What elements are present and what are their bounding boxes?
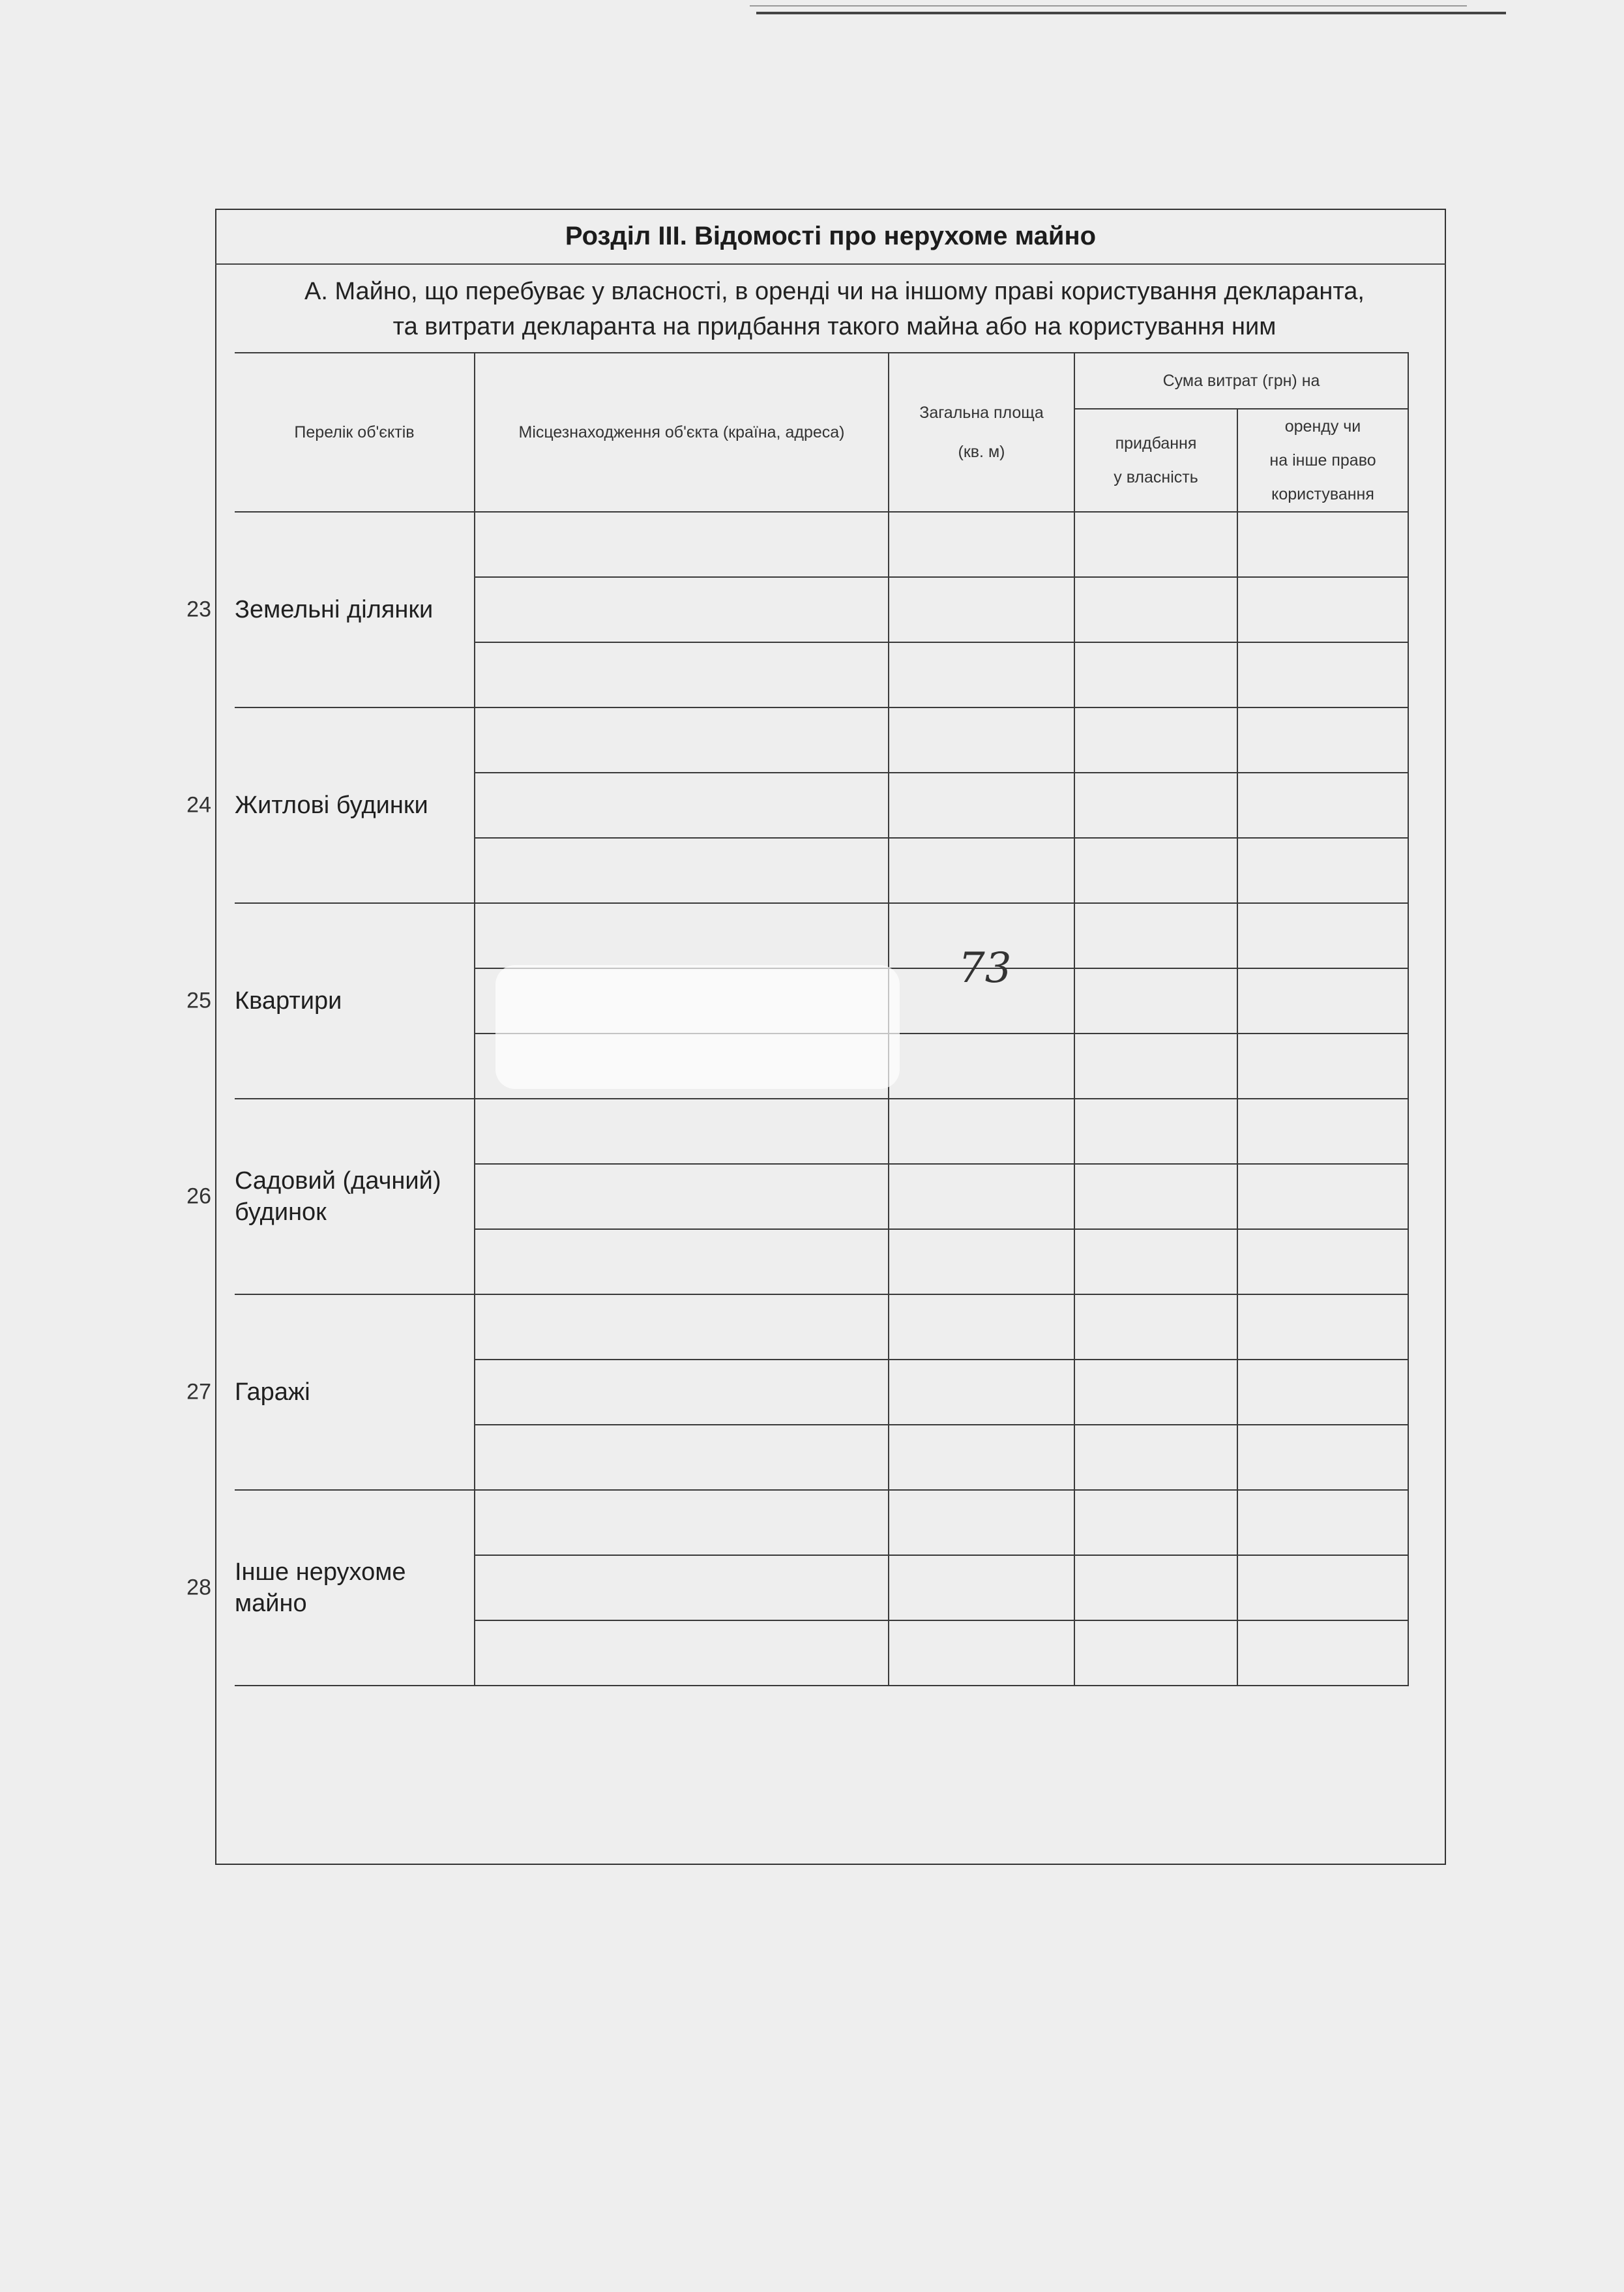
purchase-cell[interactable]	[1074, 707, 1237, 773]
category-label: Земельні ділянки	[235, 596, 434, 623]
row-number: 26	[186, 1183, 211, 1209]
header-purchase: придбання у власність	[1074, 409, 1237, 512]
purchase-cell[interactable]	[1074, 1360, 1237, 1425]
purchase-cell[interactable]	[1074, 1490, 1237, 1555]
purchase-cell[interactable]	[1074, 1620, 1237, 1686]
location-cell[interactable]	[475, 1490, 889, 1555]
area-cell[interactable]	[889, 577, 1074, 642]
section-title: Розділ ІІІ. Відомості про нерухоме майно	[215, 209, 1446, 265]
purchase-cell[interactable]	[1074, 577, 1237, 642]
location-cell[interactable]	[475, 1229, 889, 1294]
row-number: 24	[186, 792, 211, 818]
area-cell[interactable]	[889, 1164, 1074, 1229]
row-number: 25	[186, 988, 211, 1013]
purchase-cell[interactable]	[1074, 1229, 1237, 1294]
area-cell[interactable]	[889, 1555, 1074, 1620]
rent-cell[interactable]	[1237, 512, 1408, 577]
category-label: Інше нерухоме майно	[235, 1558, 406, 1617]
row-number: 23	[186, 597, 211, 622]
property-category	[186, 512, 475, 707]
property-category	[186, 1490, 475, 1686]
location-cell[interactable]	[475, 773, 889, 838]
header-expenses: Сума витрат (грн) на	[1074, 353, 1408, 409]
purchase-cell[interactable]	[1074, 903, 1237, 968]
category-label: Садовий (дачний) будинок	[235, 1167, 441, 1226]
purchase-cell[interactable]	[1074, 1034, 1237, 1099]
rent-cell[interactable]	[1237, 838, 1408, 903]
table-row	[235, 707, 1408, 773]
handwritten-area-value: 73	[958, 944, 1012, 992]
property-category	[186, 707, 475, 903]
scan-edge-line	[756, 12, 1506, 14]
rent-cell[interactable]	[1237, 577, 1408, 642]
rent-cell[interactable]	[1237, 1034, 1408, 1099]
row-number: 28	[186, 1575, 211, 1600]
rent-cell[interactable]	[1237, 707, 1408, 773]
header-rent: оренду чи на інше право користування	[1237, 409, 1408, 512]
area-cell[interactable]	[889, 642, 1074, 707]
location-cell[interactable]	[475, 512, 889, 577]
row-number: 27	[186, 1379, 211, 1405]
area-cell[interactable]	[889, 1294, 1074, 1360]
purchase-cell[interactable]	[1074, 1164, 1237, 1229]
location-cell[interactable]	[475, 707, 889, 773]
area-cell[interactable]	[889, 773, 1074, 838]
location-cell[interactable]	[475, 1555, 889, 1620]
purchase-cell[interactable]	[1074, 1294, 1237, 1360]
scan-edge-line	[750, 5, 1467, 7]
location-cell[interactable]	[475, 577, 889, 642]
purchase-cell[interactable]	[1074, 642, 1237, 707]
location-cell[interactable]	[475, 1294, 889, 1360]
rent-cell[interactable]	[1237, 1099, 1408, 1164]
table-row	[235, 903, 1408, 968]
location-cell[interactable]	[475, 1164, 889, 1229]
area-cell[interactable]	[889, 1425, 1074, 1490]
location-cell[interactable]	[475, 903, 889, 968]
category-label: Гаражі	[235, 1378, 310, 1406]
header-objects: Перелік об'єктів	[235, 353, 475, 512]
rent-cell[interactable]	[1237, 1164, 1408, 1229]
area-cell[interactable]	[889, 1360, 1074, 1425]
property-category	[186, 1099, 475, 1294]
area-cell[interactable]	[889, 1099, 1074, 1164]
purchase-cell[interactable]	[1074, 773, 1237, 838]
purchase-cell[interactable]	[1074, 838, 1237, 903]
rent-cell[interactable]	[1237, 968, 1408, 1034]
table-row	[235, 1294, 1408, 1360]
area-cell[interactable]	[889, 512, 1074, 577]
purchase-cell[interactable]	[1074, 1555, 1237, 1620]
purchase-cell[interactable]	[1074, 968, 1237, 1034]
location-cell[interactable]	[475, 1425, 889, 1490]
location-cell[interactable]	[475, 838, 889, 903]
location-cell[interactable]	[475, 1099, 889, 1164]
category-label: Квартири	[235, 987, 342, 1015]
header-area: Загальна площа (кв. м)	[889, 353, 1074, 512]
rent-cell[interactable]	[1237, 1229, 1408, 1294]
area-cell[interactable]	[889, 1620, 1074, 1686]
area-cell[interactable]	[889, 1034, 1074, 1099]
area-cell[interactable]	[889, 1490, 1074, 1555]
table-row	[235, 1099, 1408, 1164]
property-category	[186, 903, 475, 1099]
category-label: Житлові будинки	[235, 792, 428, 819]
purchase-cell[interactable]	[1074, 512, 1237, 577]
rent-cell[interactable]	[1237, 1490, 1408, 1555]
rent-cell[interactable]	[1237, 1555, 1408, 1620]
area-cell[interactable]	[889, 707, 1074, 773]
location-cell[interactable]	[475, 642, 889, 707]
rent-cell[interactable]	[1237, 1425, 1408, 1490]
rent-cell[interactable]	[1237, 903, 1408, 968]
purchase-cell[interactable]	[1074, 1099, 1237, 1164]
subtitle-line-1: А. Майно, що перебуває у власності, в оренді чи на іншому праві користування декларанта,	[304, 278, 1365, 305]
area-cell[interactable]	[889, 838, 1074, 903]
subtitle-line-2: та витрати декларанта на придбання такого майна або на користування ним	[392, 313, 1277, 340]
location-cell[interactable]	[475, 1360, 889, 1425]
purchase-cell[interactable]	[1074, 1425, 1237, 1490]
table-row	[235, 1490, 1408, 1555]
table-row	[235, 512, 1408, 577]
redacted-address	[495, 965, 900, 1089]
header-location: Місцезнаходження об'єкта (країна, адреса)	[475, 353, 889, 512]
section-subtitle	[235, 274, 1434, 344]
rent-cell[interactable]	[1237, 1620, 1408, 1686]
area-cell[interactable]	[889, 1229, 1074, 1294]
rent-cell[interactable]	[1237, 642, 1408, 707]
location-cell[interactable]	[475, 1620, 889, 1686]
rent-cell[interactable]	[1237, 773, 1408, 838]
rent-cell[interactable]	[1237, 1294, 1408, 1360]
property-category	[186, 1294, 475, 1490]
rent-cell[interactable]	[1237, 1360, 1408, 1425]
